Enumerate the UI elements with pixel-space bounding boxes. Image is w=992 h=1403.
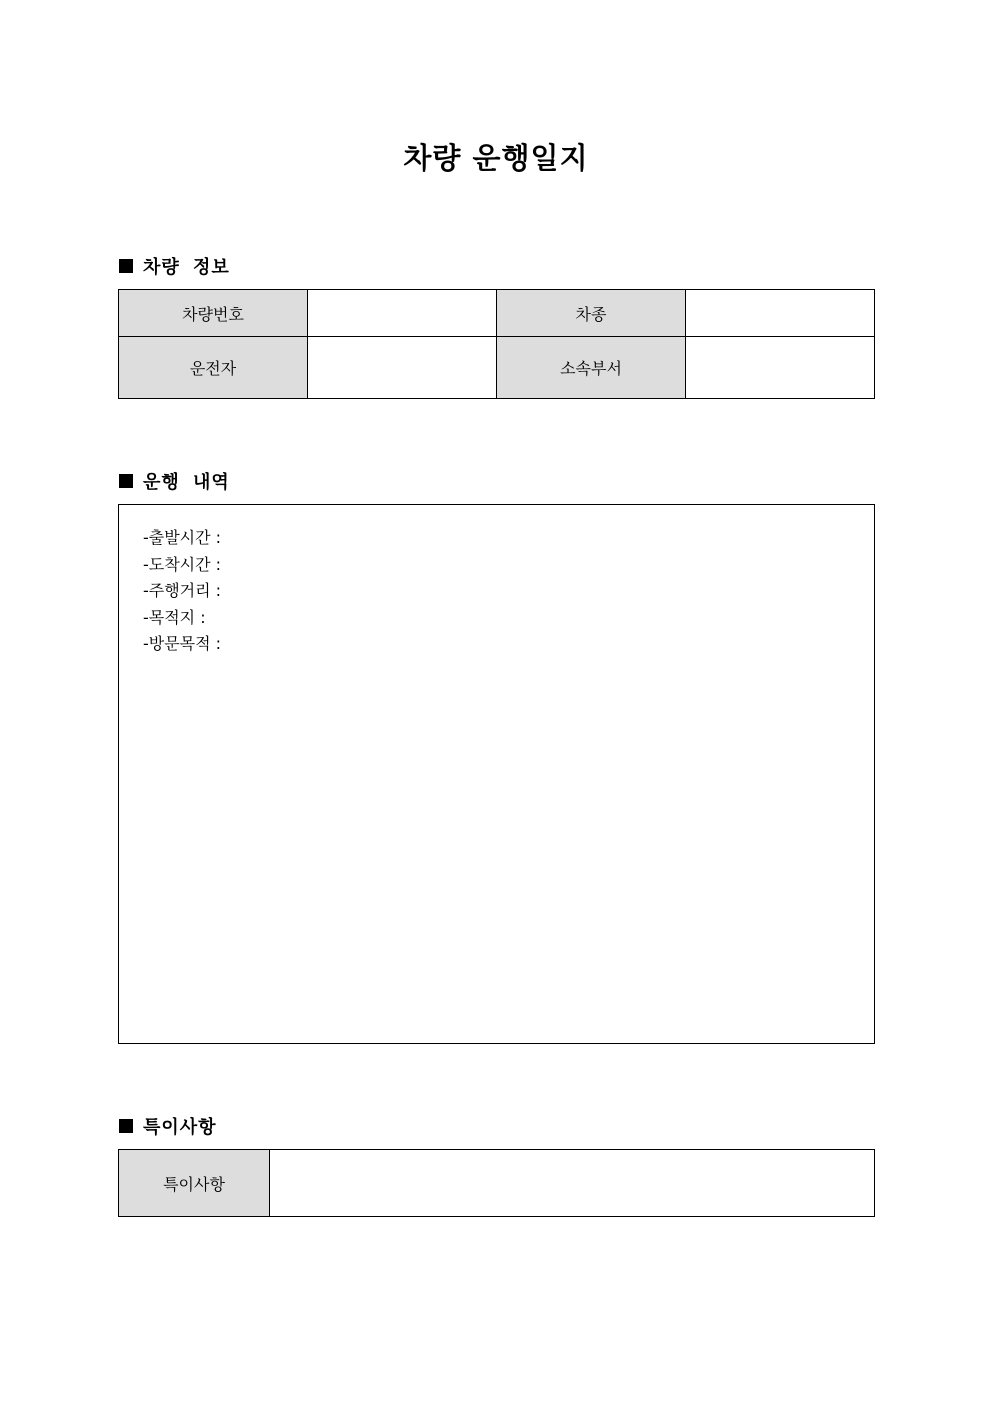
section-heading-text: 특이사항 (143, 1117, 217, 1138)
vehicle-model-label: 차종 (497, 290, 686, 337)
square-bullet-icon (119, 1119, 133, 1133)
document-title: 차량 운행일지 (403, 141, 589, 175)
departure-time-line: -출발시간 : (143, 528, 222, 547)
vehicle-info-table (118, 289, 875, 399)
department-field[interactable] (686, 337, 875, 399)
section-heading-operation-log (119, 468, 230, 494)
table-row (119, 337, 875, 399)
visit-purpose-line: -방문목적 : (143, 634, 222, 653)
destination-line: -목적지 : (143, 607, 206, 627)
operation-log-box[interactable] (118, 504, 875, 1044)
distance-line: -주행거리 : (143, 581, 222, 600)
special-notes-label: 특이사항 (119, 1150, 270, 1217)
driver-label: 운전자 (119, 337, 308, 399)
section-heading-text: 운행 내역 (143, 472, 230, 493)
plate-number-field[interactable] (308, 290, 497, 337)
driver-field[interactable] (308, 337, 497, 399)
square-bullet-icon (119, 259, 133, 273)
square-bullet-icon (119, 474, 133, 488)
vehicle-model-field[interactable] (686, 290, 875, 337)
special-notes-table (118, 1149, 875, 1217)
section-heading-text: 차량 정보 (143, 257, 230, 278)
table-row (119, 290, 875, 337)
special-notes-field[interactable] (270, 1150, 875, 1217)
table-row (119, 1150, 875, 1217)
plate-number-label: 차량번호 (119, 290, 308, 337)
department-label: 소속부서 (497, 337, 686, 399)
arrival-time-line: -도착시간 : (143, 554, 222, 574)
section-heading-vehicle-info (119, 253, 230, 279)
section-heading-special-notes (119, 1113, 217, 1139)
